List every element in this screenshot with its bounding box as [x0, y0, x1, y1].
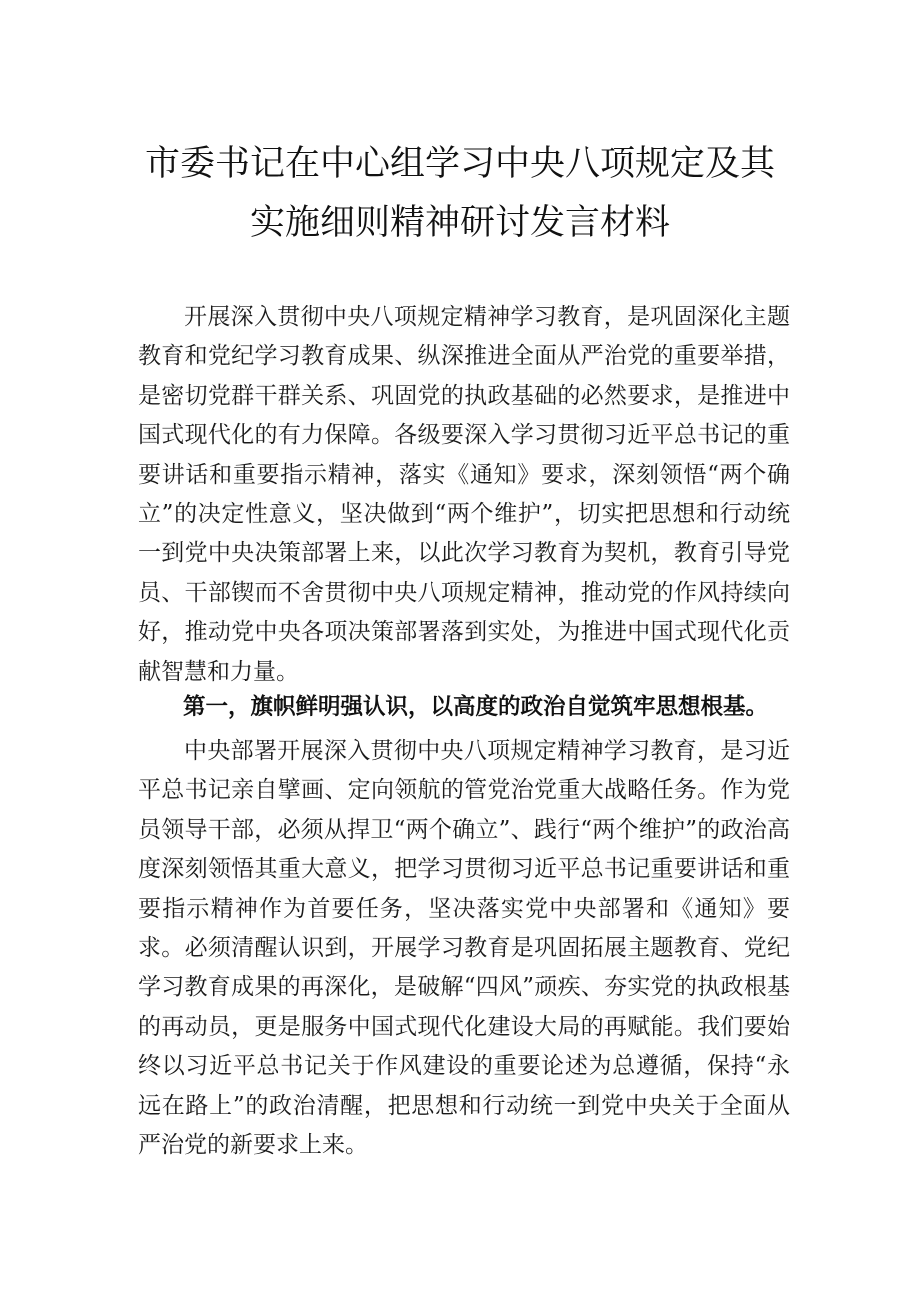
intro-paragraph: 开展深入贯彻中央八项规定精神学习教育，是巩固深化主题教育和党纪学习教育成果、纵深推进全面从严治党的重要举措，是密切党群干群关系、巩固党的执政基础的必然要求，是推进中国式现代化的有力保障。各级要深入学习贯彻习近平总书记的重要讲话和重要指示精神，落实《通知》要求，深刻领悟“两个确立”的决定性意义，坚决做到“两个维护”，切实把思想和行动统一到党中央决策部署上来，以此次学习教育为契机，教育引导党员、干部锲而不舍贯彻中央八项规定精神，推动党的作风持续向好，推动党中央各项决策部署落到实处，为推进中国式现代化贡献智慧和力量。	[138, 304, 790, 685]
section-heading: 第一，旗帜鲜明强认识，以高度的政治自觉筑牢思想根基。	[183, 694, 769, 720]
document-title-line-1: 市委书记在中心组学习中央八项规定及其	[144, 144, 775, 184]
section-paragraph: 中央部署开展深入贯彻中央八项规定精神学习教育，是习近平总书记亲自擘画、定向领航的管党治党重大战略任务。作为党员领导干部，必须从捍卫“两个确立”、践行“两个维护”的政治高度深刻领悟其重大意义，把学习贯彻习近平总书记重要讲话和重要指示精神作为首要任务，坚决落实党中央部署和《通知》要求。必须清醒认识到，开展学习教育是巩固拓展主题教育、党纪学习教育成果的再深化，是破解“四风”顽疾、夯实党的执政根基的再动员，更是服务中国式现代化建设大局的再赋能。我们要始终以习近平总书记关于作风建设的重要论述为总遵循，保持“永远在路上”的政治清醒，把思想和行动统一到党中央关于全面从严治党的新要求上来。	[138, 738, 790, 1159]
document-title-line-2: 实施细则精神研讨发言材料	[249, 203, 670, 243]
